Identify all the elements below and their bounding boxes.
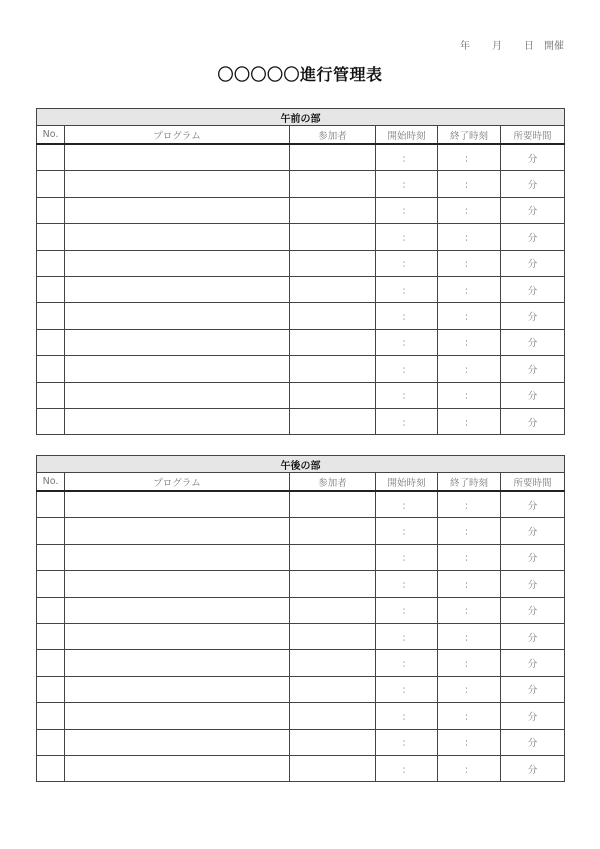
date-month-label: 月 (492, 41, 502, 52)
afternoon-schedule-table (36, 455, 565, 782)
column-header-start: 開始時刻 (376, 126, 438, 145)
cell-no[interactable] (37, 224, 65, 250)
cell-participants[interactable] (290, 491, 376, 518)
table-row (37, 676, 565, 702)
cell-program[interactable] (65, 623, 290, 649)
table-row (37, 623, 565, 649)
cell-no[interactable] (37, 703, 65, 729)
cell-no[interactable] (37, 329, 65, 355)
cell-start-time[interactable]: ： (376, 303, 438, 329)
cell-duration[interactable]: 分 (501, 382, 565, 408)
cell-start-time[interactable]: ： (376, 491, 438, 518)
cell-duration[interactable]: 分 (501, 408, 565, 434)
cell-duration[interactable]: 分 (501, 171, 565, 197)
table-row (37, 329, 565, 355)
table-row (37, 303, 565, 329)
cell-end-time[interactable]: ： (438, 356, 501, 382)
column-header-no: No. (37, 126, 65, 145)
cell-duration[interactable]: 分 (501, 729, 565, 755)
cell-end-time[interactable]: ： (438, 250, 501, 276)
cell-participants[interactable] (290, 250, 376, 276)
cell-duration[interactable]: 分 (501, 650, 565, 676)
cell-end-time[interactable]: ： (438, 623, 501, 649)
cell-program[interactable] (65, 303, 290, 329)
section-header-morning: 午前の部 (37, 109, 565, 126)
cell-no[interactable] (37, 382, 65, 408)
cell-end-time[interactable]: ： (438, 303, 501, 329)
cell-start-time[interactable]: ： (376, 703, 438, 729)
cell-duration[interactable]: 分 (501, 544, 565, 570)
column-header-participants: 参加者 (290, 126, 376, 145)
cell-start-time[interactable]: ： (376, 623, 438, 649)
cell-program[interactable] (65, 755, 290, 781)
cell-duration[interactable]: 分 (501, 329, 565, 355)
cell-end-time[interactable]: ： (438, 224, 501, 250)
column-header-end: 終了時刻 (438, 126, 501, 145)
cell-end-time[interactable]: ： (438, 518, 501, 544)
cell-start-time[interactable]: ： (376, 171, 438, 197)
cell-participants[interactable] (290, 518, 376, 544)
cell-duration[interactable]: 分 (501, 571, 565, 597)
section-header-afternoon: 午後の部 (37, 456, 565, 473)
table-row (37, 544, 565, 570)
column-header-end: 終了時刻 (438, 473, 501, 492)
cell-no[interactable] (37, 755, 65, 781)
cell-end-time[interactable]: ： (438, 491, 501, 518)
cell-no[interactable] (37, 597, 65, 623)
cell-participants[interactable] (290, 597, 376, 623)
cell-participants[interactable] (290, 571, 376, 597)
cell-end-time[interactable]: ： (438, 544, 501, 570)
table-row (37, 729, 565, 755)
cell-participants[interactable] (290, 144, 376, 171)
cell-start-time[interactable]: ： (376, 597, 438, 623)
cell-program[interactable] (65, 144, 290, 171)
cell-duration[interactable]: 分 (501, 144, 565, 171)
cell-end-time[interactable]: ： (438, 408, 501, 434)
cell-program[interactable] (65, 356, 290, 382)
cell-no[interactable] (37, 303, 65, 329)
cell-no[interactable] (37, 623, 65, 649)
table-row (37, 382, 565, 408)
cell-participants[interactable] (290, 382, 376, 408)
cell-start-time[interactable]: ： (376, 571, 438, 597)
cell-no[interactable] (37, 250, 65, 276)
cell-start-time[interactable]: ： (376, 408, 438, 434)
cell-program[interactable] (65, 597, 290, 623)
cell-program[interactable] (65, 729, 290, 755)
table-row (37, 703, 565, 729)
cell-participants[interactable] (290, 276, 376, 302)
morning-schedule-table (36, 108, 565, 435)
cell-end-time[interactable]: ： (438, 329, 501, 355)
cell-duration[interactable]: 分 (501, 276, 565, 302)
cell-no[interactable] (37, 571, 65, 597)
cell-duration[interactable]: 分 (501, 597, 565, 623)
cell-participants[interactable] (290, 544, 376, 570)
cell-program[interactable] (65, 544, 290, 570)
cell-start-time[interactable]: ： (376, 382, 438, 408)
cell-start-time[interactable]: ： (376, 356, 438, 382)
table-row (37, 597, 565, 623)
column-header-duration: 所要時間 (501, 126, 565, 145)
table-row (37, 197, 565, 223)
cell-participants[interactable] (290, 703, 376, 729)
cell-start-time[interactable]: ： (376, 518, 438, 544)
cell-start-time[interactable]: ： (376, 197, 438, 223)
cell-no[interactable] (37, 650, 65, 676)
table-row (37, 650, 565, 676)
cell-end-time[interactable]: ： (438, 703, 501, 729)
cell-program[interactable] (65, 676, 290, 702)
cell-duration[interactable]: 分 (501, 703, 565, 729)
cell-end-time[interactable]: ： (438, 597, 501, 623)
cell-participants[interactable] (290, 755, 376, 781)
cell-no[interactable] (37, 676, 65, 702)
cell-end-time[interactable]: ： (438, 382, 501, 408)
date-held-label: 開催 (544, 41, 564, 52)
table-row (37, 224, 565, 250)
cell-start-time[interactable]: ： (376, 755, 438, 781)
table-row (37, 144, 565, 171)
date-day-label: 日 (524, 41, 534, 52)
cell-no[interactable] (37, 276, 65, 302)
table-row (37, 408, 565, 434)
column-header-program: プログラム (65, 473, 290, 492)
cell-program[interactable] (65, 171, 290, 197)
cell-no[interactable] (37, 171, 65, 197)
table-row (37, 491, 565, 518)
cell-duration[interactable]: 分 (501, 303, 565, 329)
cell-duration[interactable]: 分 (501, 224, 565, 250)
cell-program[interactable] (65, 571, 290, 597)
cell-participants[interactable] (290, 303, 376, 329)
cell-start-time[interactable]: ： (376, 650, 438, 676)
cell-participants[interactable] (290, 676, 376, 702)
cell-duration[interactable]: 分 (501, 623, 565, 649)
cell-end-time[interactable]: ： (438, 755, 501, 781)
cell-start-time[interactable]: ： (376, 729, 438, 755)
table-row (37, 571, 565, 597)
cell-no[interactable] (37, 144, 65, 171)
cell-duration[interactable]: 分 (501, 755, 565, 781)
date-year-label: 年 (460, 41, 470, 52)
table-row (37, 518, 565, 544)
cell-duration[interactable]: 分 (501, 197, 565, 223)
afternoon-rows (37, 491, 565, 782)
cell-program[interactable] (65, 224, 290, 250)
column-header-participants: 参加者 (290, 473, 376, 492)
cell-duration[interactable]: 分 (501, 356, 565, 382)
table-row (37, 250, 565, 276)
cell-start-time[interactable]: ： (376, 544, 438, 570)
cell-no[interactable] (37, 729, 65, 755)
cell-participants[interactable] (290, 329, 376, 355)
cell-no[interactable] (37, 356, 65, 382)
table-row (37, 276, 565, 302)
cell-participants[interactable] (290, 171, 376, 197)
cell-program[interactable] (65, 518, 290, 544)
cell-duration[interactable]: 分 (501, 491, 565, 518)
cell-participants[interactable] (290, 623, 376, 649)
cell-end-time[interactable]: ： (438, 171, 501, 197)
cell-start-time[interactable]: ： (376, 250, 438, 276)
column-header-start: 開始時刻 (376, 473, 438, 492)
column-header-no: No. (37, 473, 65, 492)
cell-program[interactable] (65, 329, 290, 355)
cell-participants[interactable] (290, 650, 376, 676)
cell-start-time[interactable]: ： (376, 276, 438, 302)
table-row (37, 171, 565, 197)
cell-program[interactable] (65, 197, 290, 223)
cell-program[interactable] (65, 408, 290, 434)
cell-program[interactable] (65, 650, 290, 676)
cell-end-time[interactable]: ： (438, 571, 501, 597)
cell-end-time[interactable]: ： (438, 144, 501, 171)
page-title: 〇〇〇〇〇進行管理表 (217, 65, 383, 84)
column-header-duration: 所要時間 (501, 473, 565, 492)
cell-start-time[interactable]: ： (376, 676, 438, 702)
cell-end-time[interactable]: ： (438, 650, 501, 676)
cell-no[interactable] (37, 491, 65, 518)
date-line (440, 37, 570, 51)
cell-start-time[interactable]: ： (376, 329, 438, 355)
cell-no[interactable] (37, 518, 65, 544)
cell-end-time[interactable]: ： (438, 729, 501, 755)
table-row (37, 356, 565, 382)
cell-no[interactable] (37, 197, 65, 223)
cell-participants[interactable] (290, 729, 376, 755)
cell-duration[interactable]: 分 (501, 250, 565, 276)
cell-program[interactable] (65, 703, 290, 729)
cell-participants[interactable] (290, 408, 376, 434)
cell-program[interactable] (65, 276, 290, 302)
cell-start-time[interactable]: ： (376, 144, 438, 171)
cell-end-time[interactable]: ： (438, 276, 501, 302)
cell-program[interactable] (65, 382, 290, 408)
cell-program[interactable] (65, 491, 290, 518)
cell-end-time[interactable]: ： (438, 676, 501, 702)
cell-duration[interactable]: 分 (501, 676, 565, 702)
cell-program[interactable] (65, 250, 290, 276)
column-header-program: プログラム (65, 126, 290, 145)
morning-rows (37, 144, 565, 435)
cell-no[interactable] (37, 544, 65, 570)
cell-no[interactable] (37, 408, 65, 434)
cell-participants[interactable] (290, 224, 376, 250)
table-row (37, 755, 565, 781)
cell-end-time[interactable]: ： (438, 197, 501, 223)
cell-participants[interactable] (290, 356, 376, 382)
cell-start-time[interactable]: ： (376, 224, 438, 250)
cell-participants[interactable] (290, 197, 376, 223)
cell-duration[interactable]: 分 (501, 518, 565, 544)
